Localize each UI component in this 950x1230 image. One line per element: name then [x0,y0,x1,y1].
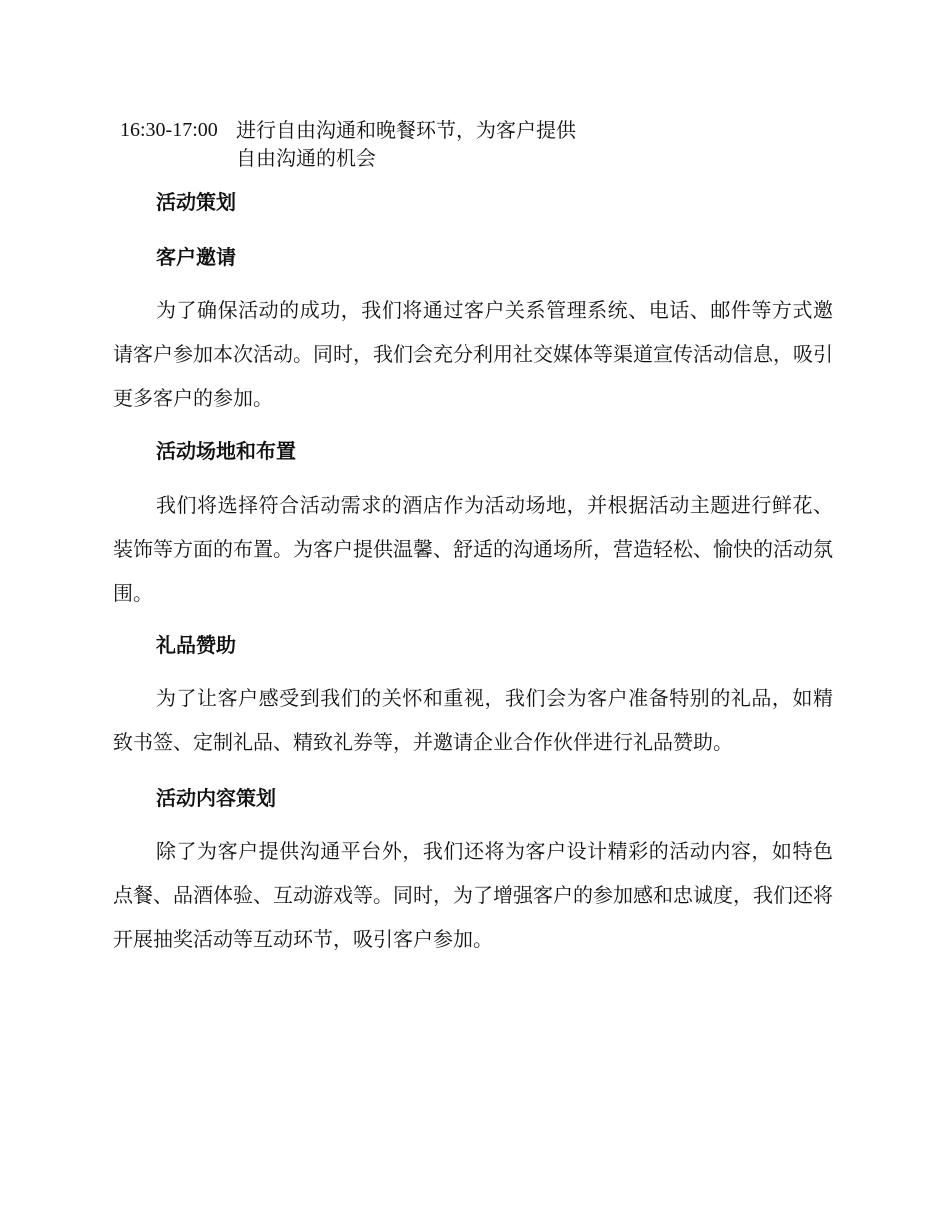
content-heading: 活动内容策划 [156,786,276,810]
content-paragraph: 除了为客户提供沟通平台外，我们还将为客户设计精彩的活动内容，如特色点餐、品酒体验、互动游戏等。同时，为了增强客户的参加感和忠诚度，我们还将开展抽奖活动等互动环节，吸引客户参加。 [113,839,833,951]
schedule-time: 16:30-17:00 [120,119,218,141]
invite-paragraph: 为了确保活动的成功，我们将通过客户关系管理系统、电话、邮件等方式邀请客户参加本次活动。同时，我们会充分利用社交媒体等渠道宣传活动信息，吸引更多客户的参加。 [113,298,833,410]
gift-paragraph: 为了让客户感受到我们的关怀和重视，我们会为客户准备特别的礼品，如精致书签、定制礼品、精致礼券等，并邀请企业合作伙伴进行礼品赞助。 [113,686,833,754]
main-heading: 活动策划 [156,190,236,214]
schedule-row [120,116,640,172]
gift-heading: 礼品赞助 [156,633,236,657]
invite-heading: 客户邀请 [156,245,236,269]
schedule-description: 进行自由沟通和晚餐环节，为客户提供自由沟通的机会 [236,118,576,170]
venue-paragraph: 我们将选择符合活动需求的酒店作为活动场地，并根据活动主题进行鲜花、装饰等方面的布置。为客户提供温馨、舒适的沟通场所，营造轻松、愉快的活动氛围。 [113,493,833,605]
venue-heading: 活动场地和布置 [156,439,296,463]
